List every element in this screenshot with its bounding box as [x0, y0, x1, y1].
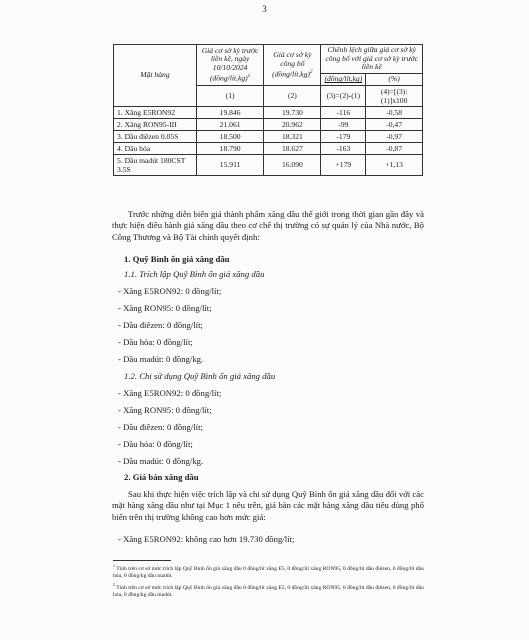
section2-item: - Xăng E5RON92: không cao hơn 19.730 đồng/lít; — [118, 534, 295, 544]
table-row — [114, 106, 423, 118]
header-curr-price: Giá cơ sở kỳ công bố (đồng/lít,kg)$^2$ — [264, 45, 321, 86]
section1-title: 1. Quỹ Bình ổn giá xăng dầu — [124, 254, 230, 264]
row-prev: 19.846 — [196, 106, 263, 118]
page-number: 3 — [262, 4, 267, 14]
row-diff: -99 — [321, 118, 366, 130]
footnote-divider — [113, 560, 171, 561]
row-prev: 15.911 — [196, 154, 263, 175]
header-item: Mặt hàng — [114, 45, 197, 107]
row-curr: 18.627 — [264, 142, 321, 154]
sub1-item: - Xăng RON95: 0 đồng/lít; — [118, 303, 212, 313]
row-item: 4. Dầu hỏa — [114, 142, 197, 154]
row-item: 3. Dầu điêzen 0.05S — [114, 130, 197, 142]
header-diff-pct: (%) — [366, 74, 423, 86]
footnote-1: $^1$ Tính trên cơ sở mức trích lập Quỹ Bình ổn giá xăng dầu 0 đồng/lít xăng E5, 0 đồng/lít xăng RON95, 0 đồng/lít dầu điêzen, 0 đồng/lít dầu hỏa, 0 đồng/kg dầu madút. — [113, 564, 424, 580]
header-prev-price: Giá cơ sở kỳ trước liền kề, ngày 10/10/2024 (đồng/lít,kg)$^1$ — [196, 45, 263, 86]
row-item: 5. Dầu madút 180CST 3.5S — [114, 154, 197, 175]
section1-sub1-title: 1.1. Trích lập Quỹ Bình ổn giá xăng dầu — [124, 269, 265, 279]
table-row — [114, 154, 423, 175]
table-row — [114, 142, 423, 154]
row-diff: -179 — [321, 130, 366, 142]
table-header-row — [114, 45, 423, 74]
sub1-item: - Dầu madút: 0 đồng/kg. — [118, 354, 204, 364]
section1-sub2-title: 1.2. Chi sử dụng Quỹ Bình ổn giá xăng dầu — [124, 371, 276, 381]
sub1-item: - Dầu điêzen: 0 đồng/lít; — [118, 320, 203, 330]
row-diff: -163 — [321, 142, 366, 154]
row-item: 1. Xăng E5RON92 — [114, 106, 197, 118]
row-curr: 16.090 — [264, 154, 321, 175]
sub1-item: - Dầu hỏa: 0 đồng/lít; — [118, 337, 193, 347]
intro-paragraph: Trước những diễn biến giá thành phẩm xăng dầu thế giới trong thời gian gần đây và thực hiện điều hành giá xăng dầu theo cơ chế thị trường có sự quản lý của Nhà nước, Bộ Công Thương và Bộ Tài chính quyết định: — [112, 209, 424, 242]
sub2-item: - Xăng RON95: 0 đồng/lít; — [118, 405, 212, 415]
row-diff: -116 — [321, 106, 366, 118]
row-prev: 18.790 — [196, 142, 263, 154]
col-index-3: (3)=(2)-(1) — [321, 85, 366, 106]
sub2-item: - Dầu điêzen: 0 đồng/lít; — [118, 422, 203, 432]
row-diff: +179 — [321, 154, 366, 175]
section2-title: 2. Giá bán xăng dầu — [124, 472, 199, 482]
table-row — [114, 130, 423, 142]
price-table — [113, 44, 423, 176]
row-curr: 19.730 — [264, 106, 321, 118]
row-pct: -0,47 — [366, 118, 423, 130]
header-diff-group: Chênh lệch giữa giá cơ sở kỳ công bố với giá cơ sở kỳ trước liền kề — [321, 45, 423, 74]
sub1-item: - Xăng E5RON92: 0 đồng/lít; — [118, 286, 222, 296]
row-prev: 18.500 — [196, 130, 263, 142]
table-row — [114, 118, 423, 130]
header-diff-abs: (đồng/lít,kg) — [321, 74, 366, 86]
row-pct: -0,58 — [366, 106, 423, 118]
sub2-item: - Dầu madút: 0 đồng/kg. — [118, 456, 204, 466]
sub2-item: - Dầu hỏa: 0 đồng/lít; — [118, 439, 193, 449]
row-item: 2. Xăng RON95-III — [114, 118, 197, 130]
row-prev: 21.061 — [196, 118, 263, 130]
col-index-2: (2) — [264, 85, 321, 106]
row-curr: 18.321 — [264, 130, 321, 142]
section2-body: Sau khi thực hiện việc trích lập và chi sử dụng Quỹ Bình ổn giá xăng dầu đối với các mặt hàng xăng dầu như tại Mục 1 nêu trên, giá bán các mặt hàng xăng dầu tiêu dùng phổ biến trên thị trường không cao hơn mức giá: — [112, 489, 424, 522]
col-index-4: (4)=[(3):(1)]x100 — [366, 85, 423, 106]
footnote-2: $^2$ Tính trên cơ sở mức trích lập Quỹ Bình ổn giá xăng dầu 0 đồng/lít xăng E5, 0 đồng/lít xăng RON95, 0 đồng/lít dầu điêzen, 0 đồng/lít dầu hỏa, 0 đồng/kg dầu madút. — [113, 583, 424, 599]
row-pct: -0,87 — [366, 142, 423, 154]
col-index-1: (1) — [196, 85, 263, 106]
row-pct: -0,97 — [366, 130, 423, 142]
row-pct: +1,13 — [366, 154, 423, 175]
sub2-item: - Xăng E5RON92: 0 đồng/lít; — [118, 388, 222, 398]
row-curr: 20.962 — [264, 118, 321, 130]
